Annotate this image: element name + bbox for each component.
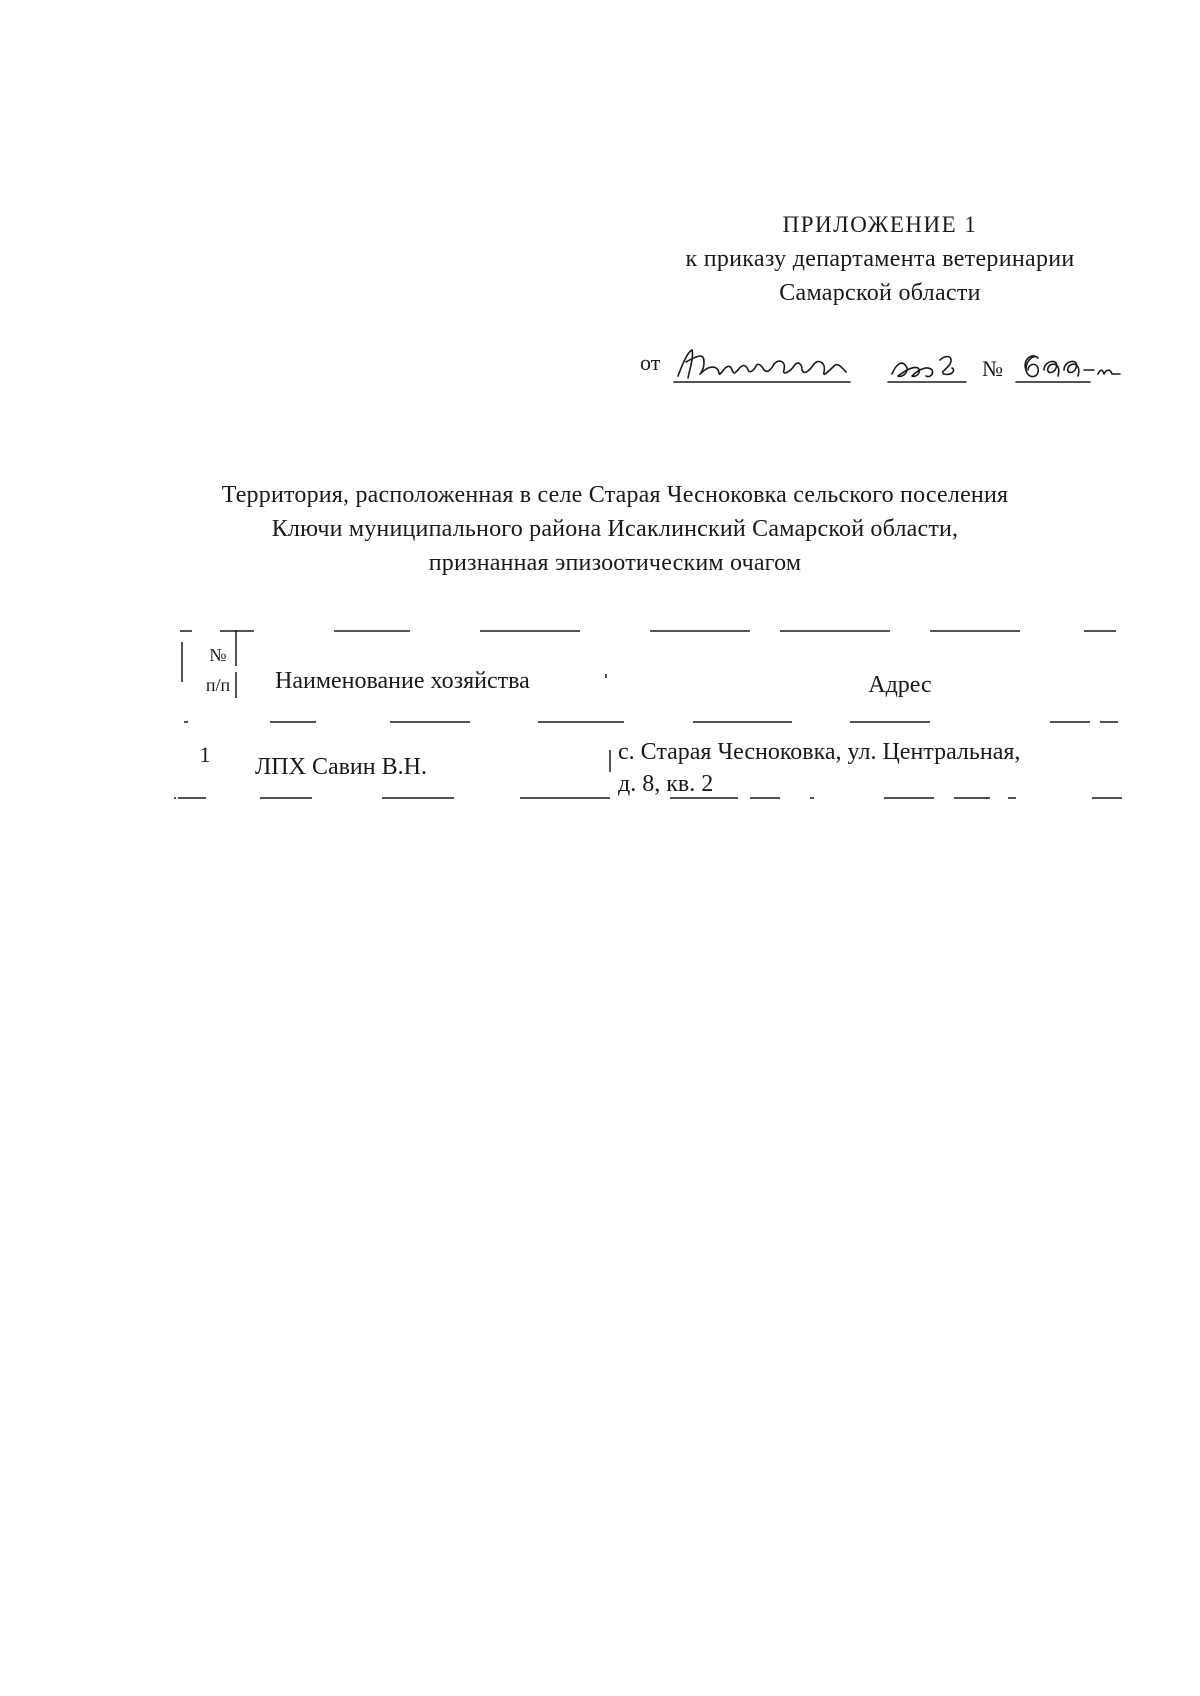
heading-line-3: признанная эпизоотическим очагом [428, 550, 802, 576]
header-num: № п/п [205, 645, 231, 695]
appendix-line-2: Самарской области [779, 280, 981, 306]
heading-line-2: Ключи муниципального района Исаклинский Самарской области, [271, 516, 959, 542]
header-address: Адрес [868, 672, 932, 698]
number-sign: № [982, 356, 1003, 381]
row-1-num: 1 [199, 742, 211, 767]
document-heading [150, 478, 1080, 580]
handwritten-signature-icon [670, 340, 1140, 390]
appendix-block [640, 208, 1120, 310]
row-1-address-line-1: с. Старая Чесноковка, ул. Центральная, [618, 739, 1021, 765]
order-date-line [640, 340, 1140, 390]
row-1-address-line-2: д. 8, кв. 2 [618, 771, 714, 797]
row-1-name: ЛПХ Савин В.Н. [255, 754, 427, 780]
order-date-prefix: от [640, 350, 661, 375]
appendix-title: ПРИЛОЖЕНИЕ 1 [782, 212, 978, 237]
heading-line-1: Территория, расположенная в селе Старая Чесноковка сельского поселения [221, 482, 1009, 508]
header-name: Наименование хозяйства [275, 668, 530, 694]
row-1-address [618, 736, 1118, 800]
appendix-line-1: к приказу департамента ветеринарии [685, 246, 1075, 272]
